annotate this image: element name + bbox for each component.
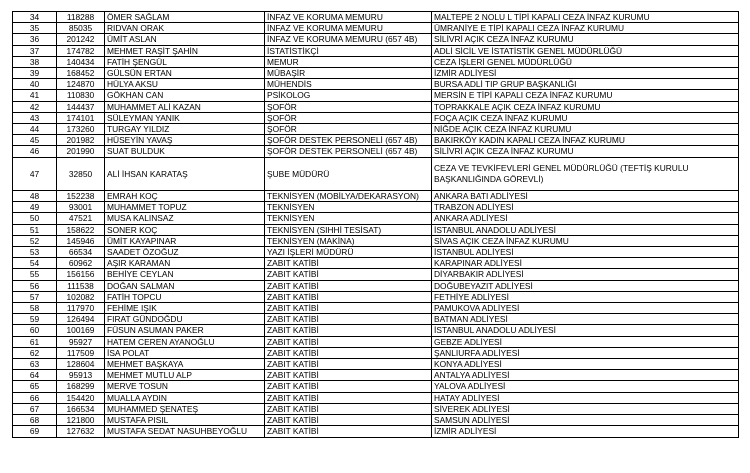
full-name-cell: SONER KOÇ [105,224,265,235]
registry-number-cell: 174101 [57,112,105,123]
assigned-unit-cell: NİĞDE AÇIK CEZA İNFAZ KURUMU [432,124,739,135]
full-name-cell: ÜMİT KAYAPINAR [105,235,265,246]
job-title-cell: ZABIT KATİBİ [265,291,432,302]
full-name-cell: MEHMET RAŞİT ŞAHİN [105,45,265,56]
row-number-cell: 37 [13,45,57,56]
row-number-cell: 35 [13,23,57,34]
registry-number-cell: 118288 [57,12,105,23]
assigned-unit-cell: ÜMRANİYE E TİPİ KAPALI CEZA İNFAZ KURUMU [432,23,739,34]
registry-number-cell: 60962 [57,258,105,269]
full-name-cell: MUSTAFA PISIL [105,415,265,426]
registry-number-cell: 158622 [57,224,105,235]
assigned-unit-cell: FETHİYE ADLİYESİ [432,291,739,302]
table-row [13,56,739,67]
job-title-cell: TEKNİSYEN (MOBİLYA/DEKARASYON) [265,191,432,202]
table-row [13,370,739,381]
full-name-cell: FIRAT GÜNDOĞDU [105,314,265,325]
table-row [13,269,739,280]
full-name-cell: TURGAY YILDIZ [105,124,265,135]
job-title-cell: TEKNİSYEN [265,202,432,213]
registry-number-cell: 93001 [57,202,105,213]
table-row [13,403,739,414]
job-title-cell: İNFAZ VE KORUMA MEMURU [265,12,432,23]
job-title-cell: ŞOFÖR [265,112,432,123]
assigned-unit-cell: İSTANBUL ADLİYESİ [432,247,739,258]
row-number-cell: 43 [13,112,57,123]
table-row [13,79,739,90]
registry-number-cell: 102082 [57,291,105,302]
full-name-cell: SUAT BULDUK [105,146,265,157]
table-row [13,135,739,146]
table-row [13,258,739,269]
row-number-cell: 57 [13,291,57,302]
table-row [13,23,739,34]
row-number-cell: 41 [13,90,57,101]
row-number-cell: 50 [13,213,57,224]
row-number-cell: 53 [13,247,57,258]
assigned-unit-cell: BURSA ADLİ TIP GRUP BAŞKANLIĞI [432,79,739,90]
table-row [13,34,739,45]
full-name-cell: ALİ İHSAN KARATAŞ [105,157,265,190]
row-number-cell: 48 [13,191,57,202]
job-title-cell: ŞOFÖR DESTEK PERSONELİ (657 4B) [265,135,432,146]
full-name-cell: BEHİYE CEYLAN [105,269,265,280]
registry-number-cell: 145946 [57,235,105,246]
full-name-cell: RIDVAN ORAK [105,23,265,34]
row-number-cell: 52 [13,235,57,246]
row-number-cell: 49 [13,202,57,213]
row-number-cell: 38 [13,56,57,67]
assigned-unit-cell: PAMUKOVA ADLİYESİ [432,303,739,314]
assigned-unit-cell: İZMİR ADLİYESİ [432,68,739,79]
assigned-unit-cell: GEBZE ADLİYESİ [432,336,739,347]
row-number-cell: 61 [13,336,57,347]
full-name-cell: HÜLYA AKSU [105,79,265,90]
row-number-cell: 65 [13,381,57,392]
row-number-cell: 55 [13,269,57,280]
full-name-cell: MUSTAFA SEDAT NASUHBEYOĞLU [105,426,265,437]
table-row [13,101,739,112]
job-title-cell: ZABIT KATİBİ [265,325,432,336]
row-number-cell: 62 [13,347,57,358]
table-row [13,415,739,426]
table-row [13,191,739,202]
registry-number-cell: 140434 [57,56,105,67]
job-title-cell: YAZI İŞLERİ MÜDÜRÜ [265,247,432,258]
table-row [13,224,739,235]
job-title-cell: ZABIT KATİBİ [265,280,432,291]
table-row [13,45,739,56]
assigned-unit-cell: DOĞUBEYAZIT ADLİYESİ [432,280,739,291]
job-title-cell: ŞOFÖR [265,124,432,135]
assigned-unit-cell: BAKIRKÖY KADIN KAPALI CEZA İNFAZ KURUMU [432,135,739,146]
table-row [13,146,739,157]
table-row [13,68,739,79]
table-row [13,426,739,437]
assigned-unit-cell: BATMAN ADLİYESİ [432,314,739,325]
row-number-cell: 67 [13,403,57,414]
full-name-cell: GÖKHAN CAN [105,90,265,101]
row-number-cell: 34 [13,12,57,23]
registry-number-cell: 126494 [57,314,105,325]
registry-number-cell: 128604 [57,359,105,370]
assigned-unit-cell: SİVAS AÇIK CEZA İNFAZ KURUMU [432,235,739,246]
registry-number-cell: 95927 [57,336,105,347]
assigned-unit-cell: ŞANLIURFA ADLİYESİ [432,347,739,358]
table-body [13,12,739,438]
table-row [13,381,739,392]
table-row [13,202,739,213]
full-name-cell: GÜLSÜN ERTAN [105,68,265,79]
full-name-cell: EMRAH KOÇ [105,191,265,202]
assigned-unit-cell: ADLİ SİCİL VE İSTATİSTİK GENEL MÜDÜRLÜĞÜ [432,45,739,56]
assigned-unit-cell: SAMSUN ADLİYESİ [432,415,739,426]
full-name-cell: SÜLEYMAN YANIK [105,112,265,123]
row-number-cell: 42 [13,101,57,112]
row-number-cell: 68 [13,415,57,426]
registry-number-cell: 156156 [57,269,105,280]
row-number-cell: 63 [13,359,57,370]
job-title-cell: ZABIT KATİBİ [265,381,432,392]
registry-number-cell: 144437 [57,101,105,112]
table-row [13,314,739,325]
job-title-cell: ZABIT KATİBİ [265,359,432,370]
job-title-cell: ŞOFÖR [265,101,432,112]
job-title-cell: MÜHENDİS [265,79,432,90]
row-number-cell: 56 [13,280,57,291]
registry-number-cell: 201242 [57,34,105,45]
registry-number-cell: 168452 [57,68,105,79]
registry-number-cell: 85035 [57,23,105,34]
row-number-cell: 47 [13,157,57,190]
assigned-unit-cell: SİVEREK ADLİYESİ [432,403,739,414]
job-title-cell: ZABIT KATİBİ [265,269,432,280]
job-title-cell: ZABIT KATİBİ [265,426,432,437]
registry-number-cell: 201982 [57,135,105,146]
full-name-cell: İSA POLAT [105,347,265,358]
full-name-cell: FATİH ŞENGÜL [105,56,265,67]
row-number-cell: 36 [13,34,57,45]
assigned-unit-cell: İZMİR ADLİYESİ [432,426,739,437]
table-row [13,247,739,258]
full-name-cell: FEHİME IŞIK [105,303,265,314]
full-name-cell: MUHAMMED ŞENATEŞ [105,403,265,414]
full-name-cell: MUALLA AYDIN [105,392,265,403]
table-row [13,303,739,314]
registry-number-cell: 95913 [57,370,105,381]
job-title-cell: TEKNİSYEN [265,213,432,224]
assigned-unit-cell: CEZA VE TEVKİFEVLERİ GENEL MÜDÜRLÜĞÜ (TEFTİŞ KURULU BAŞKANLIĞINDA GÖREVLİ) [432,157,739,190]
assigned-unit-cell: ANKARA BATI ADLİYESİ [432,191,739,202]
row-number-cell: 60 [13,325,57,336]
registry-number-cell: 173260 [57,124,105,135]
registry-number-cell: 117970 [57,303,105,314]
assigned-unit-cell: CEZA İŞLERİ GENEL MÜDÜRLÜĞÜ [432,56,739,67]
job-title-cell: ZABIT KATİBİ [265,314,432,325]
job-title-cell: MEMUR [265,56,432,67]
table-row [13,347,739,358]
assigned-unit-cell: KONYA ADLİYESİ [432,359,739,370]
job-title-cell: ŞOFÖR DESTEK PERSONELİ (657 4B) [265,146,432,157]
table-row [13,280,739,291]
full-name-cell: MERVE TOSUN [105,381,265,392]
job-title-cell: ZABIT KATİBİ [265,403,432,414]
assigned-unit-cell: HATAY ADLİYESİ [432,392,739,403]
job-title-cell: TEKNİSYEN (MAKİNA) [265,235,432,246]
assigned-unit-cell: YALOVA ADLİYESİ [432,381,739,392]
table-row [13,336,739,347]
row-number-cell: 40 [13,79,57,90]
full-name-cell: HATEM CEREN AYANOĞLU [105,336,265,347]
job-title-cell: ZABIT KATİBİ [265,347,432,358]
registry-number-cell: 127632 [57,426,105,437]
row-number-cell: 51 [13,224,57,235]
full-name-cell: FATİH TOPCU [105,291,265,302]
registry-number-cell: 66534 [57,247,105,258]
full-name-cell: FÜSUN ASUMAN PAKER [105,325,265,336]
assigned-unit-cell: KARAPINAR ADLİYESİ [432,258,739,269]
full-name-cell: MUSA KALINSAZ [105,213,265,224]
job-title-cell: ZABIT KATİBİ [265,336,432,347]
full-name-cell: MEHMET MUTLU ALP [105,370,265,381]
full-name-cell: MUHAMMET TOPUZ [105,202,265,213]
table-row [13,359,739,370]
table-row [13,124,739,135]
row-number-cell: 58 [13,303,57,314]
table-row [13,235,739,246]
job-title-cell: İNFAZ VE KORUMA MEMURU [265,23,432,34]
registry-number-cell: 168299 [57,381,105,392]
assigned-unit-cell: ANKARA ADLİYESİ [432,213,739,224]
row-number-cell: 46 [13,146,57,157]
table-row [13,12,739,23]
table-row [13,213,739,224]
full-name-cell: MUHAMMET ALİ KAZAN [105,101,265,112]
registry-number-cell: 154420 [57,392,105,403]
full-name-cell: ÖMER SAĞLAM [105,12,265,23]
table-row [13,392,739,403]
table-row [13,112,739,123]
table-row [13,157,739,190]
personnel-table [12,11,739,438]
registry-number-cell: 32850 [57,157,105,190]
assigned-unit-cell: MERSİN E TİPİ KAPALI CEZA İNFAZ KURUMU [432,90,739,101]
assigned-unit-cell: FOÇA AÇIK CEZA İNFAZ KURUMU [432,112,739,123]
job-title-cell: ZABIT KATİBİ [265,415,432,426]
row-number-cell: 69 [13,426,57,437]
registry-number-cell: 121800 [57,415,105,426]
job-title-cell: ŞUBE MÜDÜRÜ [265,157,432,190]
full-name-cell: SAADET ÖZOĞUZ [105,247,265,258]
assigned-unit-cell: TRABZON ADLİYESİ [432,202,739,213]
assigned-unit-cell: DİYARBAKIR ADLİYESİ [432,269,739,280]
job-title-cell: İSTATİSTİKÇİ [265,45,432,56]
assigned-unit-cell: İSTANBUL ANADOLU ADLİYESİ [432,224,739,235]
job-title-cell: ZABIT KATİBİ [265,303,432,314]
full-name-cell: ÜMİT ASLAN [105,34,265,45]
job-title-cell: ZABIT KATİBİ [265,370,432,381]
registry-number-cell: 47521 [57,213,105,224]
row-number-cell: 39 [13,68,57,79]
assigned-unit-cell: MALTEPE 2 NOLU L TİPİ KAPALI CEZA İNFAZ KURUMU [432,12,739,23]
full-name-cell: DOĞAN SALMAN [105,280,265,291]
row-number-cell: 44 [13,124,57,135]
job-title-cell: İNFAZ VE KORUMA MEMURU (657 4B) [265,34,432,45]
job-title-cell: TEKNİSYEN (SIHHİ TESİSAT) [265,224,432,235]
table-row [13,90,739,101]
row-number-cell: 66 [13,392,57,403]
job-title-cell: ZABIT KATİBİ [265,392,432,403]
full-name-cell: AŞIR KARAMAN [105,258,265,269]
row-number-cell: 54 [13,258,57,269]
table-row [13,325,739,336]
job-title-cell: PSİKOLOG [265,90,432,101]
registry-number-cell: 124870 [57,79,105,90]
assigned-unit-cell: ANTALYA ADLİYESİ [432,370,739,381]
registry-number-cell: 117509 [57,347,105,358]
registry-number-cell: 110830 [57,90,105,101]
registry-number-cell: 111538 [57,280,105,291]
row-number-cell: 59 [13,314,57,325]
job-title-cell: ZABIT KATİBİ [265,258,432,269]
registry-number-cell: 166534 [57,403,105,414]
row-number-cell: 64 [13,370,57,381]
full-name-cell: HÜSEYİN YAVAŞ [105,135,265,146]
registry-number-cell: 174782 [57,45,105,56]
registry-number-cell: 201990 [57,146,105,157]
row-number-cell: 45 [13,135,57,146]
job-title-cell: MÜBAŞİR [265,68,432,79]
assigned-unit-cell: SİLİVRİ AÇIK CEZA İNFAZ KURUMU [432,34,739,45]
registry-number-cell: 152238 [57,191,105,202]
registry-number-cell: 100169 [57,325,105,336]
assigned-unit-cell: İSTANBUL ANADOLU ADLİYESİ [432,325,739,336]
assigned-unit-cell: TOPRAKKALE AÇIK CEZA İNFAZ KURUMU [432,101,739,112]
assigned-unit-cell: SİLİVRİ AÇIK CEZA İNFAZ KURUMU [432,146,739,157]
table-row [13,291,739,302]
full-name-cell: MEHMET BAŞKAYA [105,359,265,370]
